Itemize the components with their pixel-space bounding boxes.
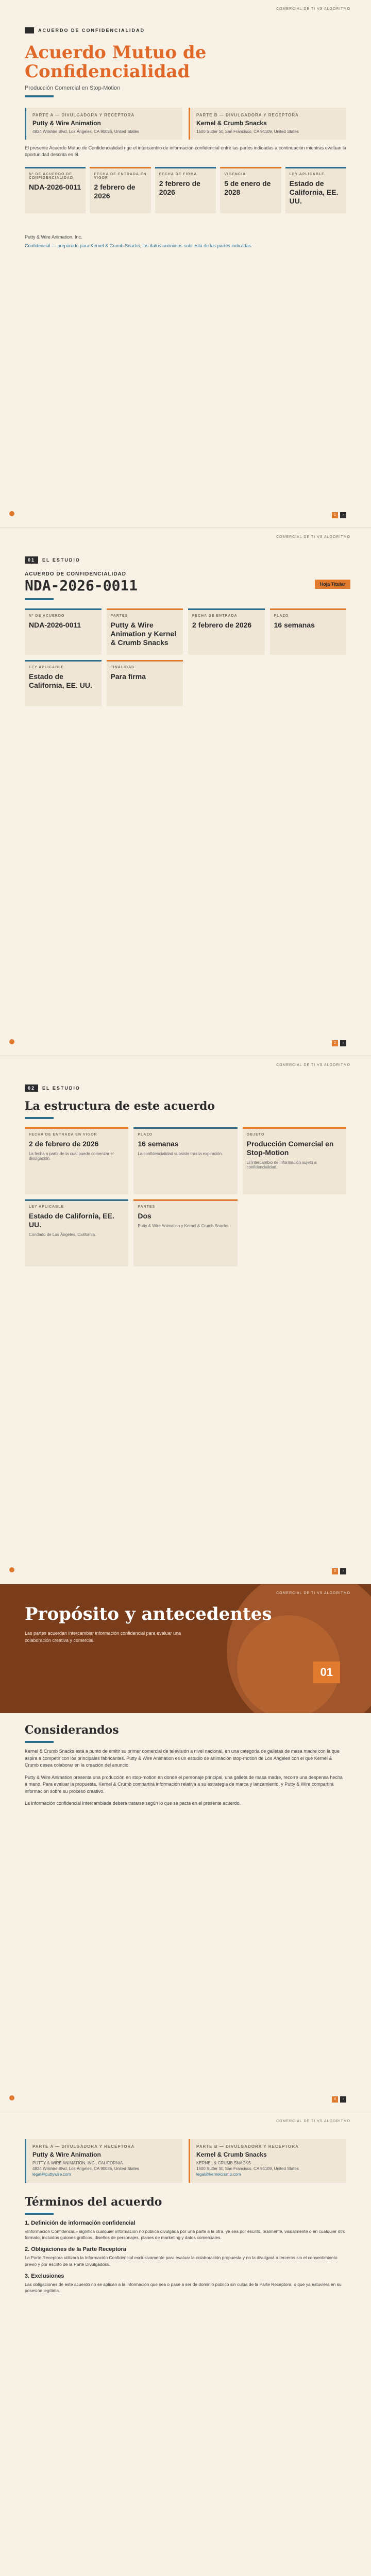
clause-text: «Información Confidencial» significa cualquier información no pública divulgada por una parte a la otra, ya sea por escrito, oralmente, visualmente o en cualquier otro formato, incluidos guiones gráficos, diseños de personajes, planes de marketing y datos comerciales. <box>25 2228 346 2241</box>
page-dot <box>9 2095 14 2100</box>
info-cell <box>25 167 86 213</box>
footnote-2: Confidencial — preparado para Kernel & Crumb Snacks, los datos anónimos solo está de las partes indicadas. <box>25 243 252 249</box>
cell-label: PARTES <box>138 1205 156 1209</box>
cell-note: Putty & Wire Animation y Kernel & Crumb Snacks. <box>138 1223 230 1228</box>
cell-label: PLAZO <box>138 1133 153 1137</box>
info-cell <box>25 660 102 706</box>
cell-value: Producción Comercial en Stop-Motion <box>246 1140 334 1157</box>
page-header: COMERCIAL DE TI VS ALGORITMO <box>276 7 350 11</box>
cell-value: 2 febrero de 2026 <box>94 182 136 200</box>
section-tag <box>25 27 145 33</box>
party-a-contact[interactable]: legal@puttywire.com <box>32 2172 71 2177</box>
accent-bar <box>25 2213 54 2215</box>
party-b-card <box>189 108 346 140</box>
accent-bar <box>25 95 54 97</box>
party-a-label: PARTE A — DIVULGADORA Y RECEPTORA <box>32 2144 135 2149</box>
page-header: COMERCIAL DE TI VS ALGORITMO <box>276 535 350 539</box>
section-number: 01 <box>25 556 38 564</box>
hero-title: Propósito y antecedentes <box>25 1604 272 1624</box>
paragraph: La información confidencial intercambiada deberá tratarse según lo que se pacta en el presente acuerdo. <box>25 1801 241 1806</box>
party-b-entity: KERNEL & CRUMB SNACKS <box>196 2161 251 2165</box>
cell-value: 5 de enero de 2028 <box>224 179 271 196</box>
cell-value: Para firma <box>110 672 146 681</box>
party-a-label: PARTE A — DIVULGADORA Y RECEPTORA <box>32 112 135 117</box>
cell-label: FECHA DE ENTRADA EN VIGOR <box>94 172 147 180</box>
page-dot <box>9 1567 14 1572</box>
tag-square <box>25 27 34 33</box>
info-cell <box>107 660 183 706</box>
cell-note: Condado de Los Ángeles, California. <box>29 1232 96 1237</box>
accent-bar <box>25 598 54 600</box>
party-a-name: Putty & Wire Animation <box>32 2151 101 2158</box>
hero-banner <box>0 1584 371 1713</box>
accent-bar <box>25 1741 54 1743</box>
cell-label: VIGENCIA <box>224 172 246 176</box>
cell-label: PLAZO <box>274 614 289 618</box>
cell-label: LEY APLICABLE <box>289 172 325 176</box>
party-a-entity: PUTTY & WIRE ANIMATION, INC., CALIFORNIA <box>32 2161 123 2165</box>
page-header: COMERCIAL DE TI VS ALGORITMO <box>276 2120 350 2123</box>
party-b-name: Kernel & Crumb Snacks <box>196 119 267 127</box>
party-a-address: 4824 Wilshire Blvd, Los Ángeles, CA 90036, United States <box>32 2166 139 2172</box>
cell-label: OBJETO <box>246 1133 265 1137</box>
cell-value: NDA-2026-0011 <box>29 621 81 629</box>
party-b-label: PARTE B — DIVULGADORA Y RECEPTORA <box>196 2144 299 2149</box>
page-2 <box>0 528 371 1056</box>
page-title: La estructura de este acuerdo <box>25 1099 215 1113</box>
page-4 <box>0 1584 371 2112</box>
page-footer <box>25 512 346 518</box>
cell-note: La confidencialidad subsiste tras la expiración. <box>138 1151 223 1156</box>
info-cell <box>25 1127 128 1194</box>
cell-note: El intercambio de información sujeto a confidencialidad. <box>246 1160 317 1170</box>
cell-label: LEY APLICABLE <box>29 666 64 669</box>
page-footer <box>25 2096 346 2103</box>
info-cell <box>270 608 347 655</box>
page-total-icon: › <box>340 512 346 518</box>
info-cell <box>25 1199 128 1266</box>
party-b-address: 1500 Sutter St, San Francisco, CA 94109, United States <box>196 129 299 134</box>
cell-value: NDA-2026-0011 <box>29 182 81 191</box>
cell-value: Estado de California, EE. UU. <box>289 179 339 205</box>
page-footer <box>25 1040 346 1046</box>
page-number: 3 <box>332 1568 338 1574</box>
cell-value: 2 de febrero de 2026 <box>29 1140 99 1148</box>
info-cell <box>220 167 281 213</box>
page-subtitle: Producción Comercial en Stop-Motion <box>25 84 121 91</box>
party-a-card <box>25 2139 182 2183</box>
cell-note: La fecha a partir de la cual puede comenzar el divulgación. <box>29 1151 114 1161</box>
info-cell <box>243 1127 346 1194</box>
footnote: Putty & Wire Animation, Inc. <box>25 234 82 240</box>
clause-title: 1. Definición de información confidencial <box>25 2219 136 2226</box>
info-cell <box>155 167 216 213</box>
cell-value: Putty & Wire Animation y Kernel & Crumb Snacks <box>110 621 177 647</box>
cell-value: Dos <box>138 1212 151 1220</box>
cell-value: 16 semanas <box>274 621 315 629</box>
section-number: 02 <box>25 1084 38 1092</box>
info-cell <box>133 1199 237 1266</box>
page-title: NDA-2026-0011 <box>25 577 138 594</box>
cell-value: 2 febrero de 2026 <box>159 179 200 196</box>
clause-title: 2. Obligaciones de la Parte Receptora <box>25 2246 126 2253</box>
cell-value: Estado de California, EE. UU. <box>29 672 92 689</box>
cell-label: Nº DE ACUERDO <box>29 614 65 618</box>
cell-label: FECHA DE ENTRADA <box>192 614 238 618</box>
page-dot <box>9 511 14 516</box>
status-badge: Hoja Titular <box>315 580 350 589</box>
cell-label: FECHA DE FIRMA <box>159 172 197 176</box>
section-tag <box>25 1084 80 1092</box>
party-b-address: 1500 Sutter St, San Francisco, CA 94109, United States <box>196 2166 299 2172</box>
section-title: Considerandos <box>25 1723 119 1737</box>
cell-label: PARTES <box>110 614 128 618</box>
party-a-address: 4824 Wilshire Blvd, Los Ángeles, CA 90036, United States <box>32 129 139 134</box>
page-header: COMERCIAL DE TI VS ALGORITMO <box>276 1063 350 1067</box>
cell-label: Nº DE ACUERDO DE CONFIDENCIALIDAD <box>29 172 73 180</box>
page-5 <box>0 2112 371 2576</box>
page-number: 2 <box>332 1040 338 1046</box>
next-icon: › <box>340 1568 346 1574</box>
page-footer <box>25 1568 346 1574</box>
party-a-name: Putty & Wire Animation <box>32 119 101 127</box>
info-cell <box>188 608 265 655</box>
info-cell <box>133 1127 237 1194</box>
section-tag <box>25 556 80 564</box>
party-b-contact[interactable]: legal@kernelcrumb.com <box>196 2172 241 2177</box>
paragraph: Putty & Wire Animation presenta una producción en stop-motion en donde el personaje principal, una galleta de masa madre, recorre una despensa hecha a mano. Para evaluar la propuesta, Kernel & Crumb compartirá información relativa a su estrategia de marca y lanzamiento, y Putty & Wire compartirá información sobre su proceso creativo. <box>25 1774 343 1794</box>
cell-label: LEY APLICABLE <box>29 1205 64 1209</box>
tag-label: EL ESTUDIO <box>42 1086 80 1091</box>
next-icon: › <box>340 2096 346 2103</box>
clause-title: 3. Exclusiones <box>25 2273 64 2279</box>
cell-value: 16 semanas <box>138 1140 179 1148</box>
party-a-card <box>25 108 182 140</box>
tag-label: EL ESTUDIO <box>42 557 80 563</box>
party-b-card <box>189 2139 346 2183</box>
party-b-name: Kernel & Crumb Snacks <box>196 2151 267 2158</box>
page-header: COMERCIAL DE TI VS ALGORITMO <box>276 1591 350 1595</box>
hero-number: 01 <box>313 1662 340 1683</box>
doc-label: ACUERDO DE CONFIDENCIALIDAD <box>25 571 126 577</box>
clause-text: Las obligaciones de este acuerdo no se aplican a la información que sea o pase a ser de dominio público sin culpa de la Parte Receptora, o que ya estuviera en su posesión legítima. <box>25 2281 342 2294</box>
party-b-label: PARTE B — DIVULGADORA Y RECEPTORA <box>196 112 299 117</box>
accent-bar <box>25 1117 54 1119</box>
clause-text: La Parte Receptora utilizará la Información Confidencial exclusivamente para evaluar la colaboración propuesta y no la divulgará a terceros sin el consentimiento previo y por escrito de la Parte Divulgadora. <box>25 2255 338 2267</box>
page-dot <box>9 1039 14 1044</box>
page-title: Acuerdo Mutuo de Confidencialidad <box>25 42 207 82</box>
cell-value: Estado de California, EE. UU. <box>29 1212 114 1229</box>
info-cell <box>107 608 183 655</box>
paragraph: Kernel & Crumb Snacks está a punto de emitir su primer comercial de televisión a nivel nacional, en una categoría de galletas de masa madre con la que aspira a competir con los principales fabricantes. Putty & Wire Animation es un estudio de animación stop-motion de Los Ángeles con el que Kernel & Crumb desea colaborar en la creación del anuncio. <box>25 1749 340 1768</box>
page-number: 1 <box>332 512 338 518</box>
intro-text: El presente Acuerdo Mutuo de Confidencialidad rige el intercambio de información confidencial entre las partes indicadas a continuación mientras evalúan la oportunidad descrita en él. <box>25 145 346 158</box>
cell-value: 2 febrero de 2026 <box>192 621 252 629</box>
tag-label: ACUERDO DE CONFIDENCIALIDAD <box>38 28 145 33</box>
cell-label: FECHA DE ENTRADA EN VIGOR <box>29 1133 97 1137</box>
info-cell <box>285 167 346 213</box>
hero-text: Las partes acuerdan intercambiar información confidencial para evaluar una colaboración creativa y comercial. <box>25 1631 181 1643</box>
page-1 <box>0 0 371 528</box>
page-number: 4 <box>332 2096 338 2103</box>
page-3 <box>0 1056 371 1584</box>
info-cell <box>25 608 102 655</box>
next-icon: › <box>340 1040 346 1046</box>
info-cell <box>90 167 150 213</box>
cell-label: FINALIDAD <box>110 666 135 669</box>
section-title: Términos del acuerdo <box>25 2195 162 2209</box>
